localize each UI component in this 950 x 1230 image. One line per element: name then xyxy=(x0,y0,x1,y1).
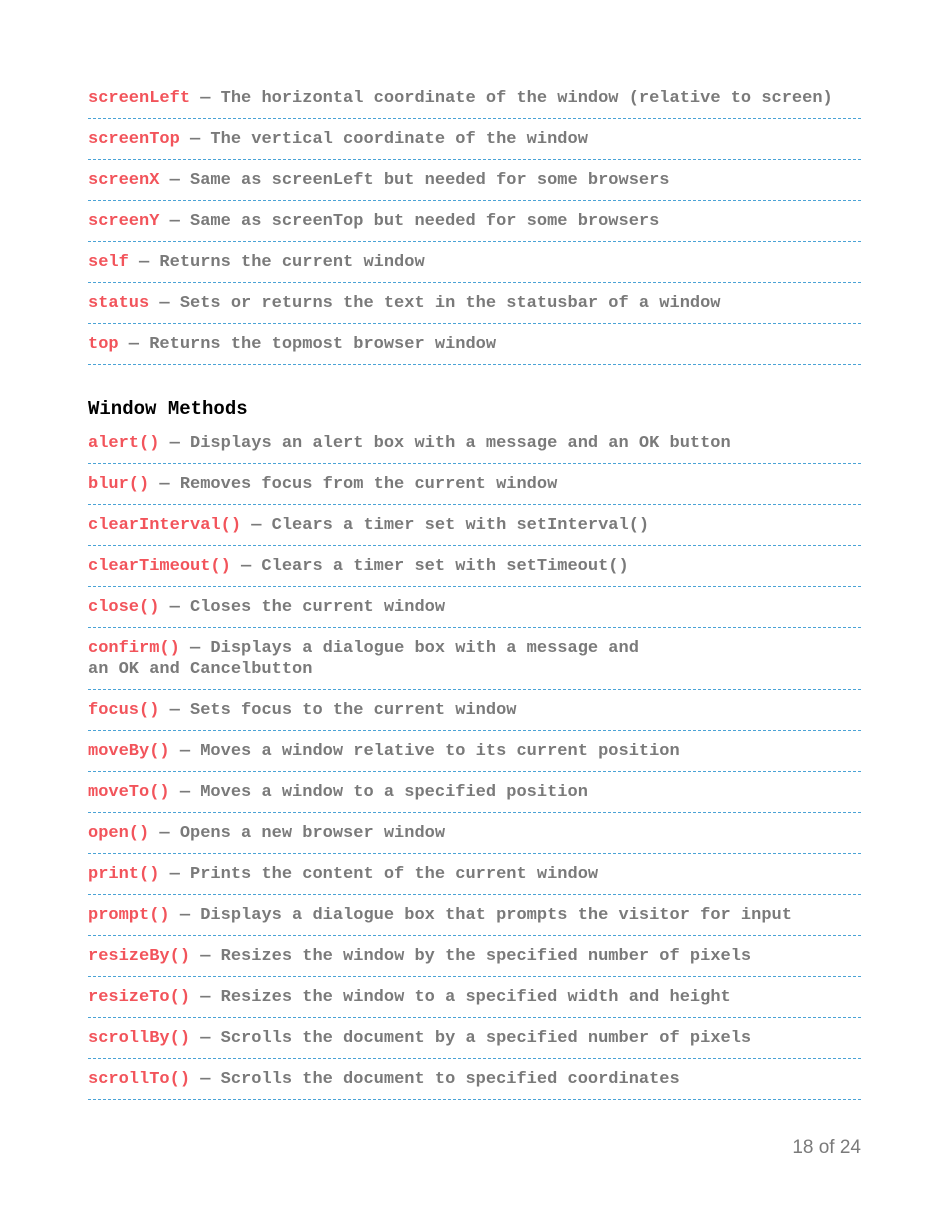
property-name: screenX xyxy=(88,171,160,190)
method-description: — Prints the content of the current window xyxy=(159,865,599,884)
method-description: — Moves a window to a specified position xyxy=(169,783,588,802)
property-item xyxy=(88,129,861,160)
method-description: — Moves a window relative to its current position xyxy=(169,742,680,761)
method-name: focus() xyxy=(88,701,160,720)
section-heading-window-methods: Window Methods xyxy=(88,398,248,420)
property-name: screenY xyxy=(88,212,160,231)
method-item xyxy=(88,597,861,628)
property-item xyxy=(88,88,861,119)
method-description: — Scrolls the document by a specified number of pixels xyxy=(190,1029,752,1048)
method-item xyxy=(88,1028,861,1059)
method-description: — Displays a dialogue box with a message and an OK and Cancelbutton xyxy=(88,639,639,679)
method-item xyxy=(88,782,861,813)
method-description: — Sets focus to the current window xyxy=(159,701,517,720)
page-content xyxy=(88,88,861,1110)
method-item xyxy=(88,638,861,690)
method-item xyxy=(88,987,861,1018)
property-item xyxy=(88,211,861,242)
method-name: clearTimeout() xyxy=(88,557,231,576)
method-name: resizeTo() xyxy=(88,988,191,1007)
method-name: clearInterval() xyxy=(88,516,242,535)
method-item xyxy=(88,823,861,854)
method-name: moveTo() xyxy=(88,783,170,802)
method-name: moveBy() xyxy=(88,742,170,761)
property-description: — The vertical coordinate of the window xyxy=(179,130,588,149)
method-description: — Scrolls the document to specified coordinates xyxy=(190,1070,680,1089)
method-description: — Displays an alert box with a message and an OK button xyxy=(159,434,731,453)
property-name: self xyxy=(88,253,129,272)
property-item xyxy=(88,293,861,324)
property-name: screenTop xyxy=(88,130,180,149)
method-description: — Clears a timer set with setTimeout() xyxy=(230,557,629,576)
method-description: — Removes focus from the current window xyxy=(149,475,558,494)
property-item xyxy=(88,170,861,201)
method-item xyxy=(88,433,861,464)
method-name: resizeBy() xyxy=(88,947,191,966)
method-item xyxy=(88,946,861,977)
method-name: scrollTo() xyxy=(88,1070,191,1089)
property-description: — The horizontal coordinate of the window (relative to screen) xyxy=(190,89,833,108)
method-item xyxy=(88,556,861,587)
method-name: close() xyxy=(88,598,160,617)
method-name: blur() xyxy=(88,475,150,494)
property-name: screenLeft xyxy=(88,89,191,108)
page-number: 18 of 24 xyxy=(792,1137,861,1158)
method-description: — Displays a dialogue box that prompts the visitor for input xyxy=(169,906,792,925)
method-name: confirm() xyxy=(88,639,180,658)
method-name: scrollBy() xyxy=(88,1029,191,1048)
property-name: top xyxy=(88,335,119,354)
property-description: — Returns the topmost browser window xyxy=(118,335,497,354)
property-description: — Sets or returns the text in the statusbar of a window xyxy=(149,294,721,313)
method-item xyxy=(88,905,861,936)
method-description: — Closes the current window xyxy=(159,598,446,617)
method-description: — Resizes the window by the specified number of pixels xyxy=(190,947,752,966)
methods-list xyxy=(88,433,861,1100)
method-name: print() xyxy=(88,865,160,884)
method-item xyxy=(88,1069,861,1100)
method-item xyxy=(88,474,861,505)
method-item xyxy=(88,741,861,772)
method-name: prompt() xyxy=(88,906,170,925)
property-description: — Same as screenTop but needed for some browsers xyxy=(159,212,660,231)
method-name: open() xyxy=(88,824,150,843)
method-item xyxy=(88,700,861,731)
method-description: — Resizes the window to a specified width and height xyxy=(190,988,731,1007)
property-name: status xyxy=(88,294,150,313)
property-description: — Same as screenLeft but needed for some browsers xyxy=(159,171,670,190)
property-description: — Returns the current window xyxy=(128,253,425,272)
method-description: — Opens a new browser window xyxy=(149,824,446,843)
method-name: alert() xyxy=(88,434,160,453)
method-item xyxy=(88,864,861,895)
property-item xyxy=(88,252,861,283)
properties-list xyxy=(88,88,861,365)
property-item xyxy=(88,334,861,365)
method-description: — Clears a timer set with setInterval() xyxy=(241,516,650,535)
method-item xyxy=(88,515,861,546)
